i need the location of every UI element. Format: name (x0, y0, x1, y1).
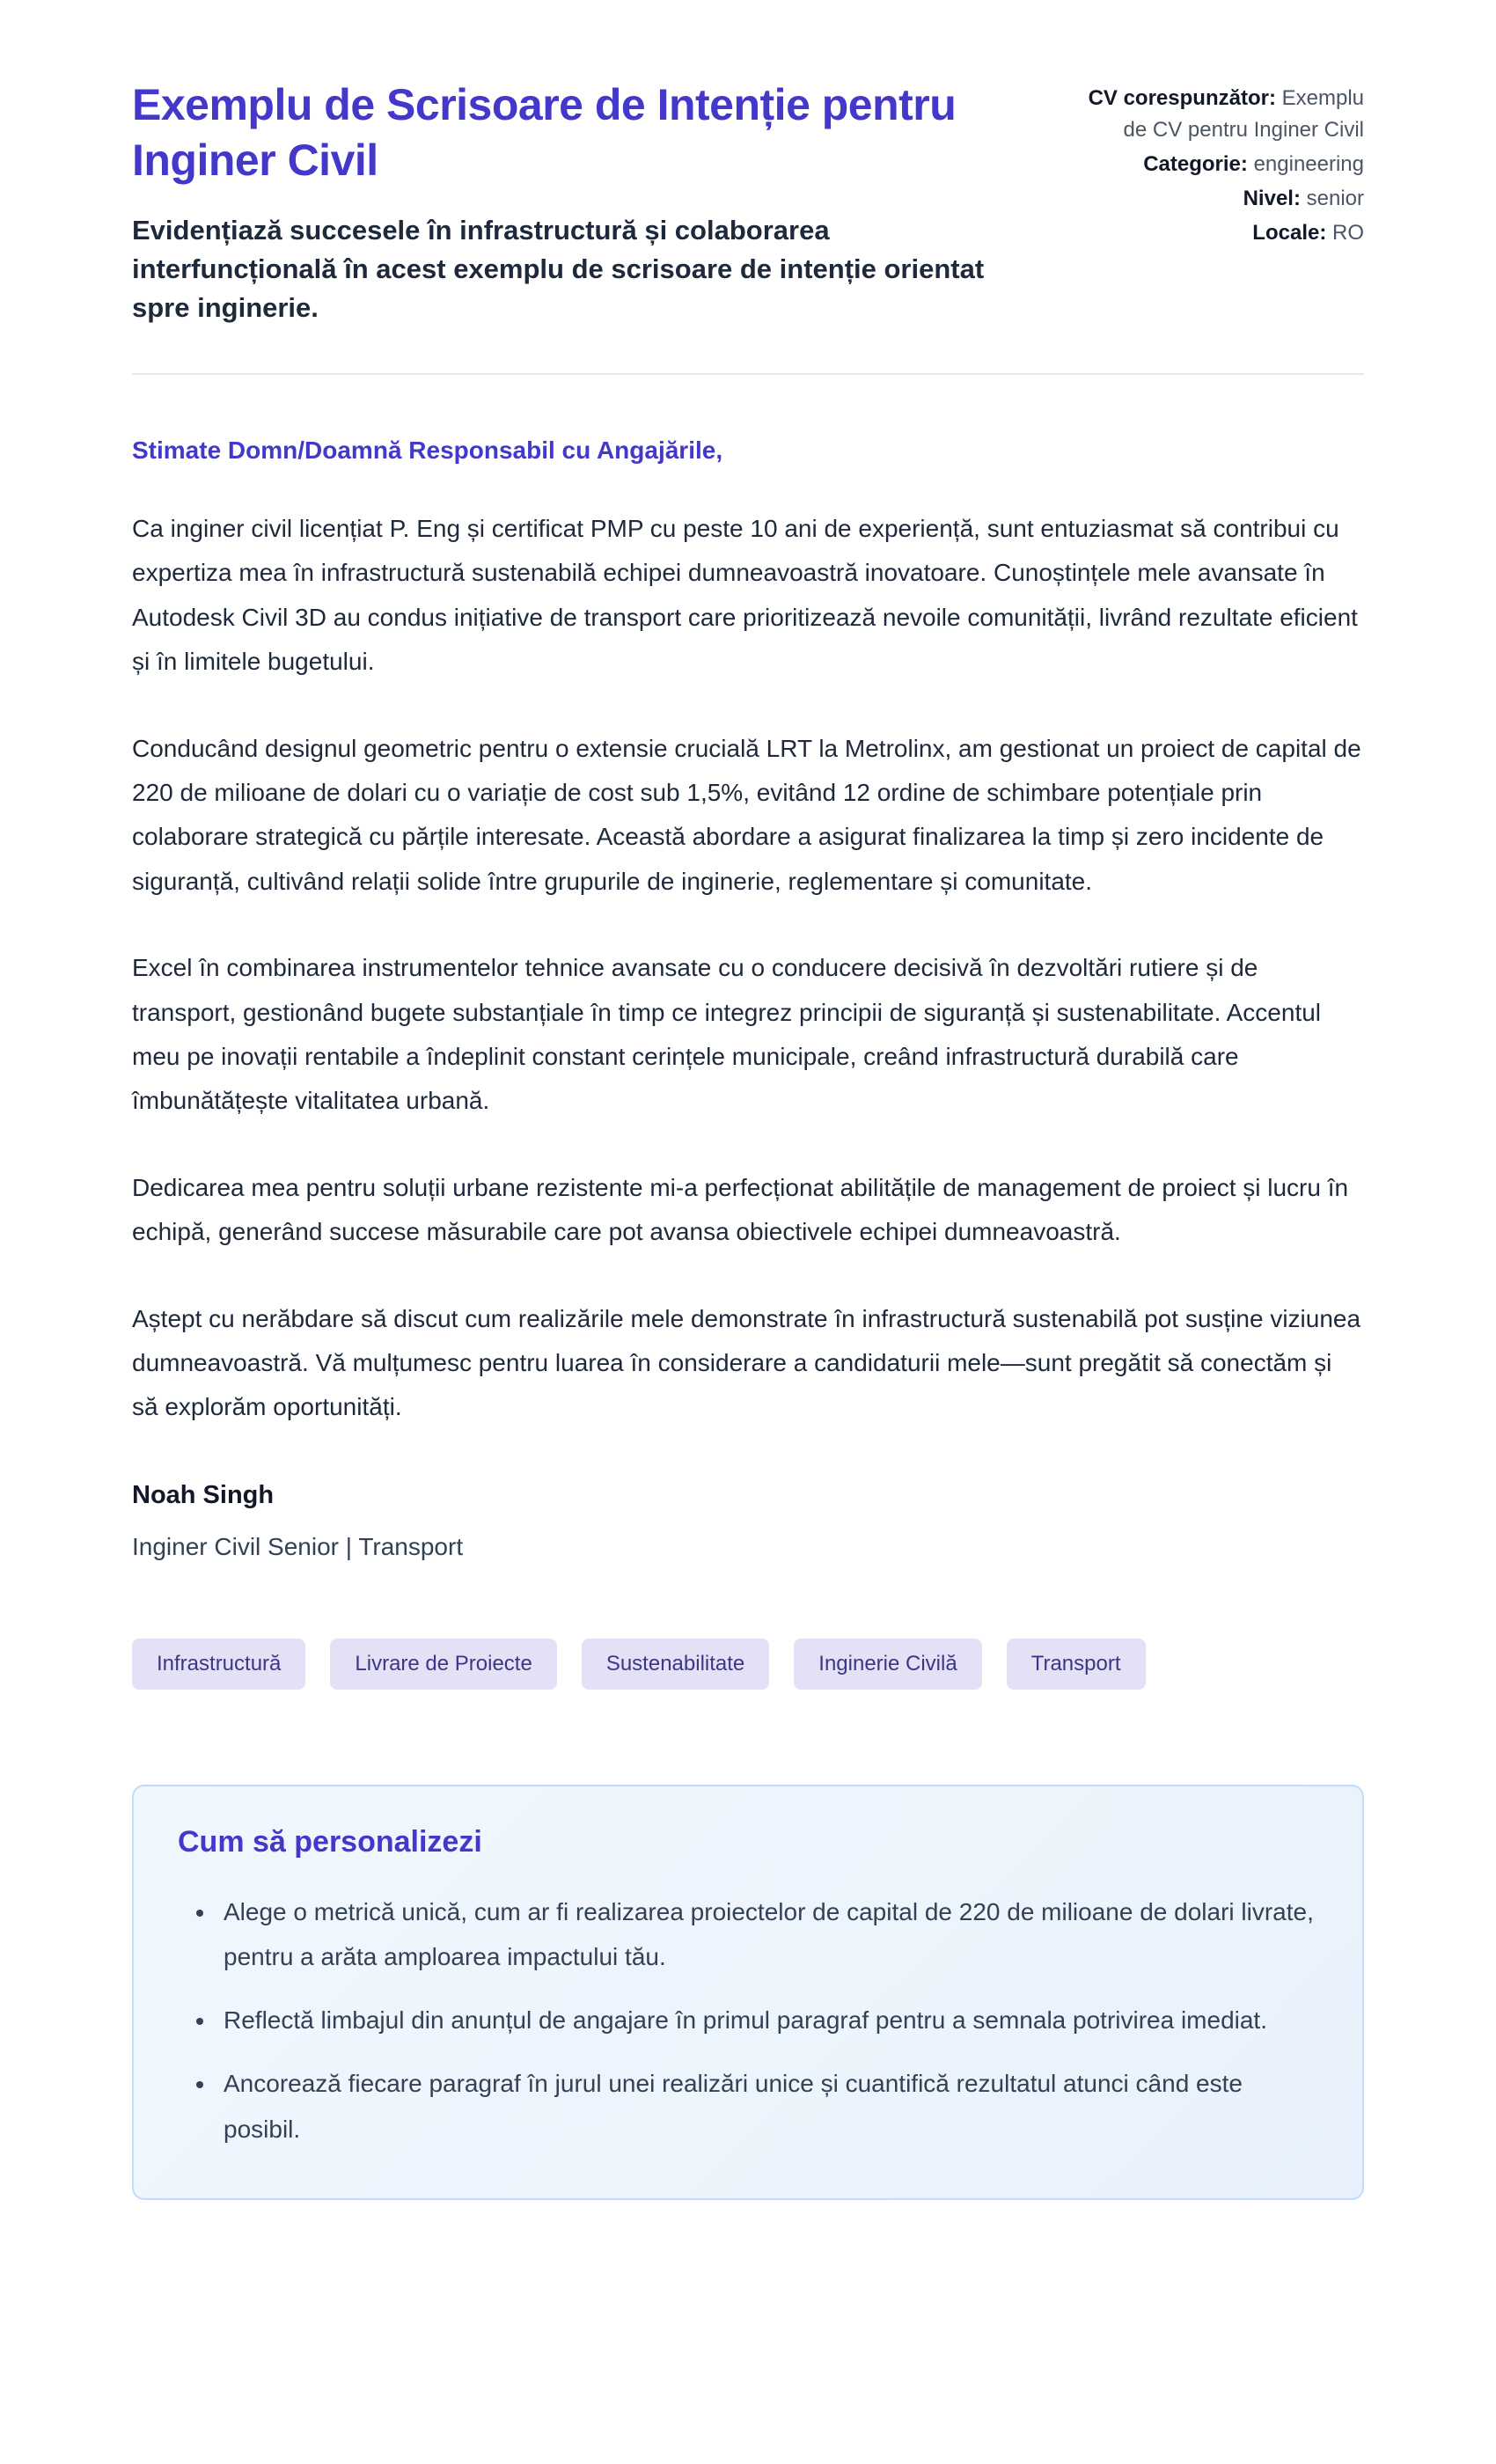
letter-paragraph: Dedicarea mea pentru soluții urbane rezistente mi-a perfecționat abilitățile de management de proiect și lucru în echipă, generând succese măsurabile care pot avansa obiectivele echipei dumneavoastră. (132, 1173, 1349, 1246)
meta-list (1074, 77, 1364, 327)
callout-bullet: • Reflectă limbajul din anunțul de angajare în primul paragraf pentru a semnala potrivirea imediat. (216, 1998, 1318, 2043)
page-title: Exemplu de Scrisoare de Intenție pentru Inginer Civil (132, 80, 957, 185)
callout-title: Cum să personalizezi (178, 1824, 482, 1859)
meta-row (1074, 83, 1364, 146)
meta-row (1074, 217, 1364, 249)
divider (132, 373, 1364, 375)
meta-label: CV corespunzător: (1088, 86, 1276, 110)
signature-role: Inginer Civil Senior | Transport (132, 1532, 464, 1560)
meta-value: Exemplu de CV pentru Inginer Civil (1123, 86, 1364, 142)
letter-paragraph: Conducând designul geometric pentru o extensie crucială LRT la Metrolinx, am gestionat un proiect de capital de 220 de milioane de dolari cu o variație de cost sub 1,5%, evitând 12 ordine de schimbare potențiale prin colaborare strategică cu părțile interesate. Această abordare a asigurat finalizarea la timp și zero incidente de siguranță, cultivând relații solide între grupurile de inginerie, reglementare și comunitate. (132, 734, 1361, 895)
letter-paragraph: Ca inginer civil licențiat P. Eng și certificat PMP cu peste 10 ani de experiență, sunt entuziasmat să contribui cu expertiza mea în infrastructură sustenabilă echipei dumneavoastră inovatoare. Cunoștințele mele avansate în Autodesk Civil 3D au condus inițiative de transport care prioritizează nevoile comunității, livrând rezultate eficient și în limitele bugetului. (132, 515, 1358, 676)
callout-bullet-list (178, 1889, 1318, 2152)
customization-callout (132, 1785, 1364, 2200)
callout-bullet: • Alege o metrică unică, cum ar fi realizarea proiectelor de capital de 220 de milioane de dolari livrate, pentru a arăta amploarea impactului tău. (216, 1889, 1318, 1981)
meta-label: Locale: (1252, 221, 1327, 245)
tag: Sustenabilitate (582, 1639, 769, 1690)
header (132, 77, 1364, 327)
tag-list (132, 1639, 1364, 1690)
meta-label: Nivel: (1243, 187, 1301, 210)
letter-paragraph: Excel în combinarea instrumentelor tehnice avansate cu o conducere decisivă în dezvoltări rutiere și de transport, gestionând bugete substanțiale în timp ce integrez principii de siguranță și sustenabilitate. Accentul meu pe inovații rentabile a îndeplinit constant cerințele municipale, creând infrastructură durabilă care îmbunătățește vitalitatea urbană. (132, 954, 1322, 1115)
signature-name: Noah Singh (132, 1480, 275, 1509)
salutation: Stimate Domn/Doamnă Responsabil cu Angajările, (132, 436, 723, 465)
callout-bullet: • Ancorează fiecare paragraf în jurul unei realizări unice și cuantifică rezultatul atunci când este posibil. (216, 2061, 1318, 2152)
meta-value: RO (1332, 221, 1364, 245)
tag: Livrare de Proiecte (330, 1639, 556, 1690)
tag: Transport (1007, 1639, 1146, 1690)
meta-row (1074, 183, 1364, 215)
tag: Inginerie Civilă (794, 1639, 981, 1690)
letter-paragraph: Aștept cu nerăbdare să discut cum realizările mele demonstrate în infrastructură sustenabilă pot susține viziunea dumneavoastră. Vă mulțumesc pentru luarea în considerare a candidaturii mele—sunt pregătit să conectăm și să explorăm oportunități. (132, 1304, 1361, 1421)
meta-value: senior (1306, 187, 1364, 210)
meta-label: Categorie: (1143, 152, 1248, 176)
letter (132, 436, 1364, 2200)
page-subtitle: Evidențiază succesele în infrastructură și colaborarea interfuncțională în acest exemplu de scrisoare de intenție orientat spre inginerie. (132, 215, 985, 324)
header-left (132, 77, 994, 327)
tag: Infrastructură (132, 1639, 305, 1690)
meta-row (1074, 149, 1364, 180)
meta-value: engineering (1253, 152, 1364, 176)
letter-body (132, 507, 1364, 1430)
